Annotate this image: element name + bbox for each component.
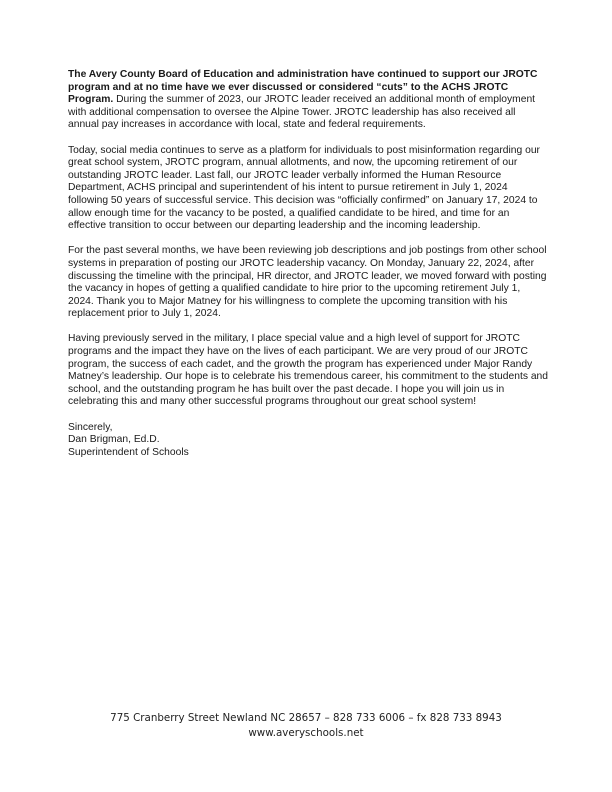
paragraph-1 xyxy=(68,69,548,132)
signature-block xyxy=(68,422,548,460)
closing: Sincerely, xyxy=(68,421,113,433)
footer-address: 775 Cranberry Street Newland NC 28657 – 828 733 6006 – fx 828 733 8943 xyxy=(110,712,502,724)
letter-body xyxy=(68,69,548,459)
paragraph-4: Having previously served in the military, I place special value and a high level of support for JROTC programs and the impact they have on the lives of each participant. We are very proud of our JROTC program, the success of each cadet, and the growth the program has experienced under Major Randy Matney’s leadership. Our hope is to celebrate his tremendous career, his commitment to the students and school, and the outstanding program he has built over the past decade. I hope you will join us in celebrating this and many other successful programs throughout our great school system! xyxy=(68,333,549,408)
signer-name: Dan Brigman, Ed.D. xyxy=(68,434,160,446)
paragraph-1-text: During the summer of 2023, our JROTC leader received an additional month of employment with additional compensation to oversee the Alpine Tower. JROTC leadership has also received all annual pay increases in accordance with local, state and federal requirements. xyxy=(68,94,536,131)
signer-title: Superintendent of Schools xyxy=(68,446,189,458)
paragraph-2: Today, social media continues to serve as a platform for individuals to post misinformation regarding our great school system, JROTC program, annual allotments, and now, the upcoming retirement of our outstanding JROTC leader. Last fall, our JROTC leader verbally informed the Human Resource Department, ACHS principal and superintendent of his intent to pursue retirement in July 1, 2024 following 50 years of successful service. This decision was “officially confirmed” on January 17, 2024 to allow enough time for the vacancy to be posted, a qualified candidate to be hired, and time for an effective transition to occur between our departing leadership and the incoming leadership. xyxy=(68,144,540,232)
footer-website: www.averyschools.net xyxy=(248,727,364,739)
paragraph-3: For the past several months, we have been reviewing job descriptions and job postings from other school systems in preparation of posting our JROTC leadership vacancy. On Monday, January 22, 2024, after discussing the timeline with the principal, HR director, and JROTC leader, we moved forward with posting the vacancy in hopes of getting a qualified candidate to hire prior to the upcoming retirement July 1, 2024. Thank you to Major Matney for his willingness to complete the upcoming transition with his replacement prior to July 1, 2024. xyxy=(68,245,547,320)
lead-statement: The Avery County Board of Education and administration have continued to support our JROTC program and at no time have we ever discussed or considered “cuts” to the ACHS JROTC Program. xyxy=(68,69,538,106)
